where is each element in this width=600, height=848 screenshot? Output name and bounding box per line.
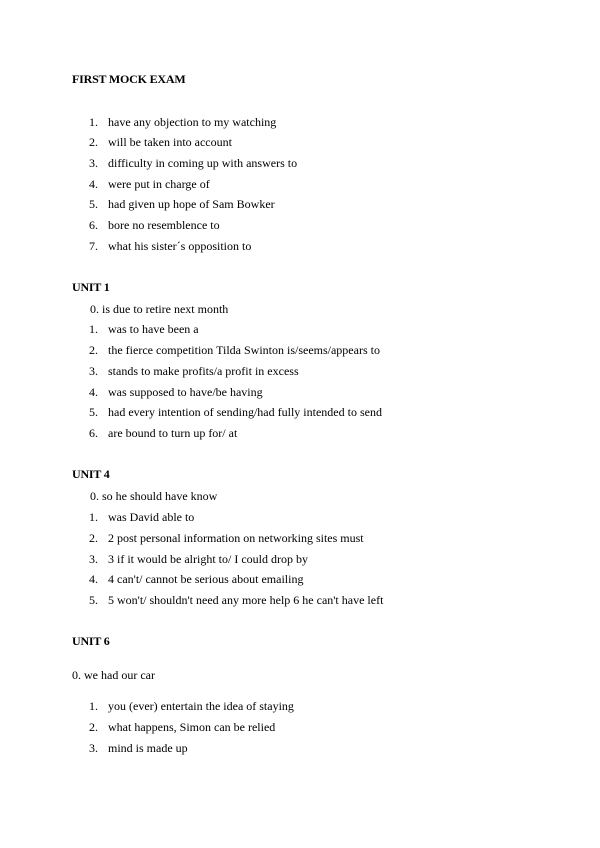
list-item-number: 1. xyxy=(89,510,98,524)
list-item-number: 3. xyxy=(89,156,98,170)
example-line: 0. so he should have know xyxy=(90,489,218,503)
list-item-text: what his sister´s opposition to xyxy=(108,239,252,253)
list-item-number: 6. xyxy=(89,426,98,440)
list-item-text: was to have been a xyxy=(108,322,199,336)
list-item-number: 2. xyxy=(89,531,98,545)
example-line: 0. is due to retire next month xyxy=(90,302,229,316)
list-item-text: were put in charge of xyxy=(108,177,210,191)
list-item-number: 5. xyxy=(89,405,98,419)
list-item-number: 2. xyxy=(89,135,98,149)
list-item-text: was David able to xyxy=(108,510,195,524)
list-item-text: had every intention of sending/had fully intended to send xyxy=(108,405,382,419)
list-item-text: are bound to turn up for/ at xyxy=(108,426,238,440)
list-item-number: 2. xyxy=(89,343,98,357)
list-item-number: 4. xyxy=(89,385,98,399)
section-heading-unit-4: UNIT 4 xyxy=(72,467,110,481)
list-item-number: 5. xyxy=(89,197,98,211)
list-item-text: stands to make profits/a profit in excess xyxy=(108,364,299,378)
list-item-number: 4. xyxy=(89,572,98,586)
list-item-text: 3 if it would be alright to/ I could drop by xyxy=(108,552,308,566)
list-item-text: have any objection to my watching xyxy=(108,115,277,129)
section-heading-unit-6: UNIT 6 xyxy=(72,634,110,648)
list-item-number: 4. xyxy=(89,177,98,191)
section-heading-unit-1: UNIT 1 xyxy=(72,280,110,294)
list-item-text: you (ever) entertain the idea of staying xyxy=(108,699,294,713)
list-item-text: difficulty in coming up with answers to xyxy=(108,156,298,170)
list-item-text: what happens, Simon can be relied xyxy=(108,720,276,734)
list-item-number: 6. xyxy=(89,218,98,232)
list-item-text: bore no resemblence to xyxy=(108,218,220,232)
list-item-text: was supposed to have/be having xyxy=(108,385,263,399)
list-item-text: 4 can't/ cannot be serious about emailing xyxy=(108,572,304,586)
list-item-text: 2 post personal information on networking sites must xyxy=(108,531,364,545)
list-item-number: 2. xyxy=(89,720,98,734)
section-heading-first-mock-exam: FIRST MOCK EXAM xyxy=(72,72,186,86)
list-item-number: 1. xyxy=(89,115,98,129)
list-item-number: 5. xyxy=(89,593,98,607)
example-line: 0. we had our car xyxy=(72,668,155,682)
list-item-text: will be taken into account xyxy=(108,135,232,149)
list-item-number: 1. xyxy=(89,322,98,336)
list-item-text: the fierce competition Tilda Swinton is/seems/appears to xyxy=(108,343,380,357)
list-item-number: 3. xyxy=(89,364,98,378)
list-item-text: mind is made up xyxy=(108,741,188,755)
list-item-number: 3. xyxy=(89,741,98,755)
list-item-number: 7. xyxy=(89,239,98,253)
list-item-text: 5 won't/ shouldn't need any more help 6 he can't have left xyxy=(108,593,384,607)
list-item-number: 3. xyxy=(89,552,98,566)
list-item-text: had given up hope of Sam Bowker xyxy=(108,197,275,211)
list-item-number: 1. xyxy=(89,699,98,713)
